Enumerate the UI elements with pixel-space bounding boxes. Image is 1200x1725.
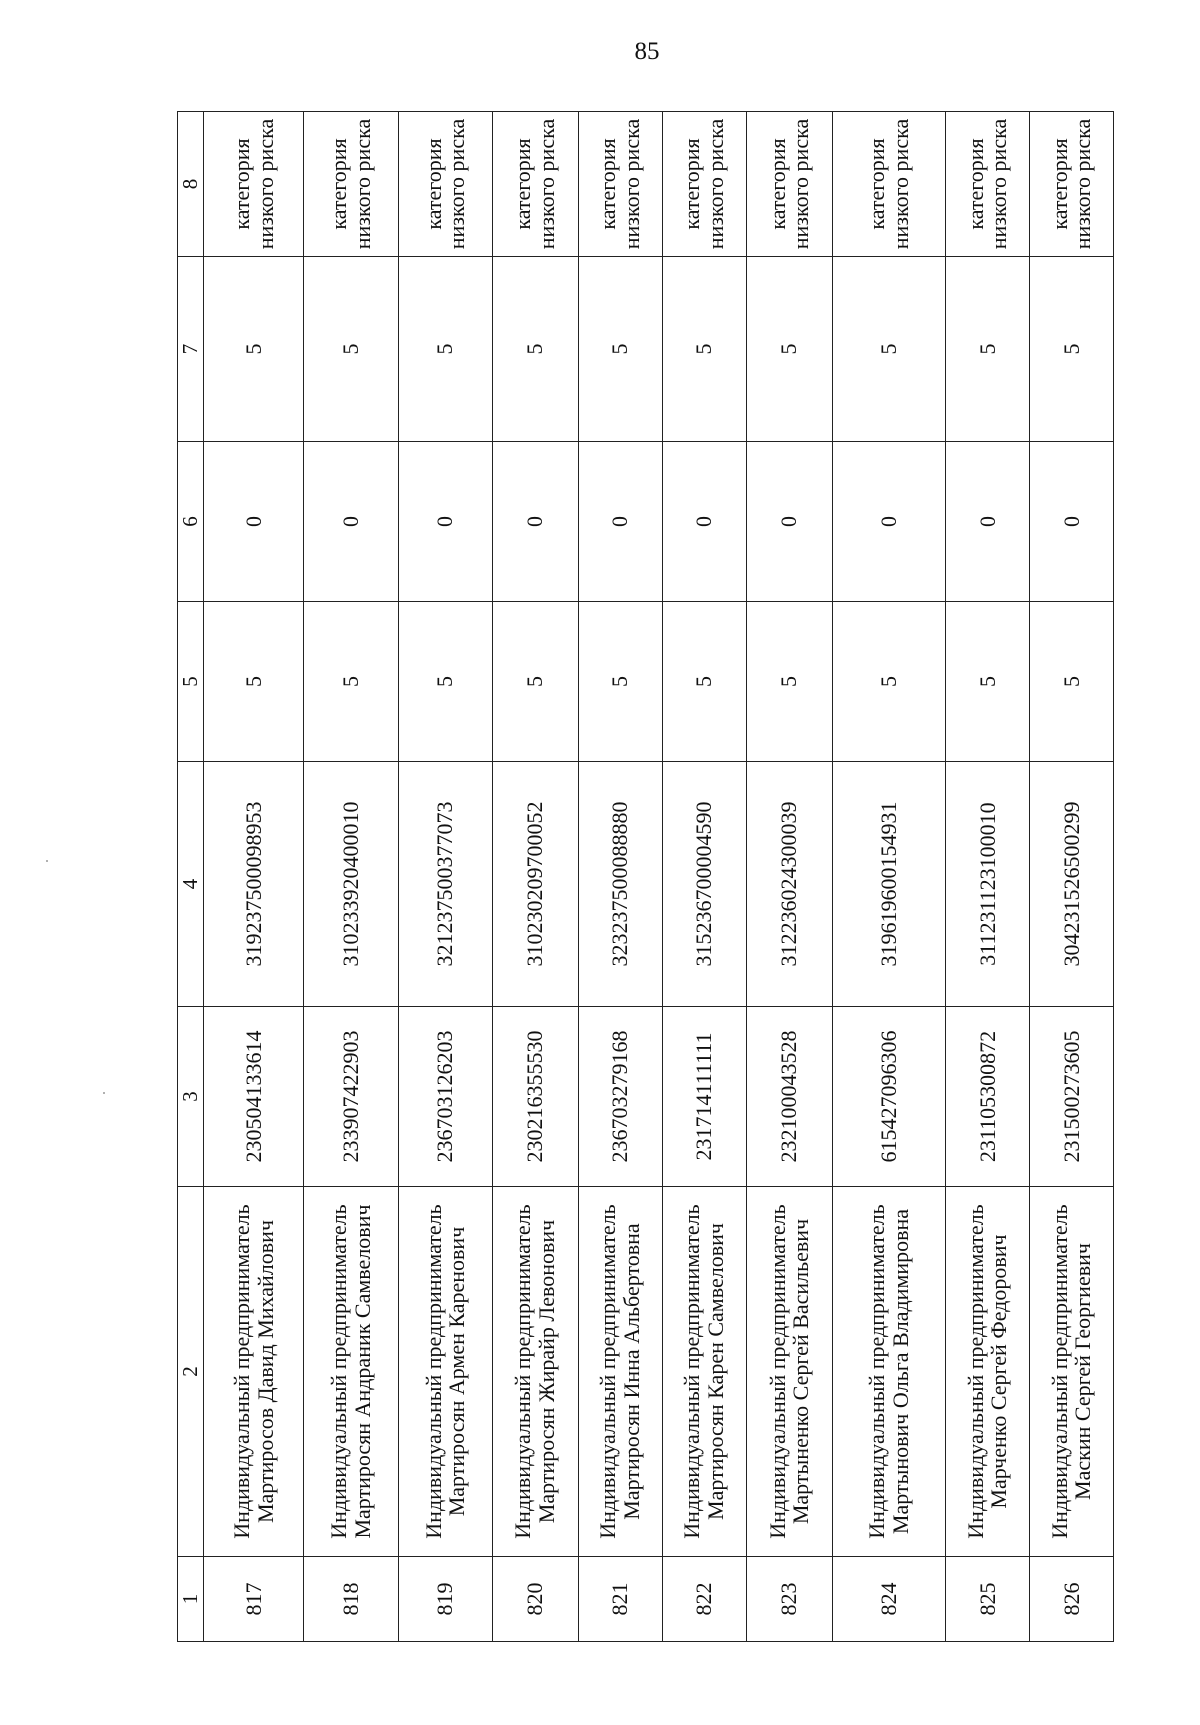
entrepreneur-name-cell: Индивидуальный предприниматель Маскин Сергей Георгиевич: [1029, 1187, 1113, 1557]
col-6-value-cell: 0: [662, 442, 746, 602]
row-number-cell: 817: [204, 1557, 304, 1642]
inn-cell: 231105300872: [945, 1007, 1029, 1187]
table-row: [492, 112, 578, 1642]
table-row: [945, 112, 1029, 1642]
table-row: [204, 112, 304, 1642]
table-row: [662, 112, 746, 1642]
entrepreneur-name-cell: Индивидуальный предприниматель Мартынович Ольга Владимировна: [832, 1187, 945, 1557]
ogrnip-cell: 319237500098953: [204, 762, 304, 1007]
header-cell-8: 8: [178, 112, 204, 257]
col-5-value-cell: 5: [746, 602, 832, 762]
col-7-value-cell: 5: [304, 257, 399, 442]
col-6-value-cell: 0: [398, 442, 492, 602]
ogrnip-cell: 315236700004590: [662, 762, 746, 1007]
header-cell-7: 7: [178, 257, 204, 442]
inn-cell: 231714111111: [662, 1007, 746, 1187]
col-6-value-cell: 0: [746, 442, 832, 602]
header-cell-6: 6: [178, 442, 204, 602]
risk-category-cell: категория низкого риска: [1029, 112, 1113, 257]
header-cell-1: 1: [178, 1557, 204, 1642]
header-cell-3: 3: [178, 1007, 204, 1187]
inn-cell: 230216355530: [492, 1007, 578, 1187]
ogrnip-cell: 319619600154931: [832, 762, 945, 1007]
risk-category-cell: категория низкого риска: [492, 112, 578, 257]
registry-table: [177, 111, 1114, 1642]
risk-category-cell: категория низкого риска: [398, 112, 492, 257]
col-7-value-cell: 5: [945, 257, 1029, 442]
table-body: [204, 112, 1114, 1642]
row-number-cell: 822: [662, 1557, 746, 1642]
col-7-value-cell: 5: [398, 257, 492, 442]
entrepreneur-name-cell: Индивидуальный предприниматель Мартиросян Жирайр Левонович: [492, 1187, 578, 1557]
table-row: [578, 112, 662, 1642]
ogrnip-cell: 323237500088880: [578, 762, 662, 1007]
col-6-value-cell: 0: [832, 442, 945, 602]
ogrnip-cell: 310233920400010: [304, 762, 399, 1007]
entrepreneur-name-cell: Индивидуальный предприниматель Мартиросян Инна Альбертовна: [578, 1187, 662, 1557]
risk-category-cell: категория низкого риска: [832, 112, 945, 257]
col-5-value-cell: 5: [1029, 602, 1113, 762]
header-row: [178, 112, 204, 1642]
inn-cell: 615427096306: [832, 1007, 945, 1187]
col-5-value-cell: 5: [945, 602, 1029, 762]
col-5-value-cell: 5: [204, 602, 304, 762]
table-row: [832, 112, 945, 1642]
entrepreneur-name-cell: Индивидуальный предприниматель Мартиросов Давид Михайлович: [204, 1187, 304, 1557]
row-number-cell: 824: [832, 1557, 945, 1642]
risk-category-cell: категория низкого риска: [945, 112, 1029, 257]
scan-speck: [103, 1092, 105, 1094]
risk-category-cell: категория низкого риска: [746, 112, 832, 257]
col-6-value-cell: 0: [204, 442, 304, 602]
row-number-cell: 825: [945, 1557, 1029, 1642]
col-7-value-cell: 5: [832, 257, 945, 442]
row-number-cell: 820: [492, 1557, 578, 1642]
risk-category-cell: категория низкого риска: [578, 112, 662, 257]
col-5-value-cell: 5: [578, 602, 662, 762]
header-cell-5: 5: [178, 602, 204, 762]
ogrnip-cell: 321237500377073: [398, 762, 492, 1007]
inn-cell: 236703126203: [398, 1007, 492, 1187]
col-5-value-cell: 5: [398, 602, 492, 762]
col-6-value-cell: 0: [578, 442, 662, 602]
col-5-value-cell: 5: [832, 602, 945, 762]
entrepreneur-name-cell: Индивидуальный предприниматель Мартиросян Андраник Самвелович: [304, 1187, 399, 1557]
table-row: [1029, 112, 1113, 1642]
ogrnip-cell: 311231123100010: [945, 762, 1029, 1007]
inn-cell: 236703279168: [578, 1007, 662, 1187]
col-7-value-cell: 5: [492, 257, 578, 442]
inn-cell: 232100043528: [746, 1007, 832, 1187]
header-cell-4: 4: [178, 762, 204, 1007]
row-number-cell: 821: [578, 1557, 662, 1642]
row-number-cell: 826: [1029, 1557, 1113, 1642]
inn-cell: 231500273605: [1029, 1007, 1113, 1187]
inn-cell: 230504133614: [204, 1007, 304, 1187]
col-7-value-cell: 5: [204, 257, 304, 442]
table-row: [398, 112, 492, 1642]
entrepreneur-name-cell: Индивидуальный предприниматель Мартиросян Карен Самвелович: [662, 1187, 746, 1557]
risk-category-cell: категория низкого риска: [304, 112, 399, 257]
header-cell-2: 2: [178, 1187, 204, 1557]
col-7-value-cell: 5: [662, 257, 746, 442]
ogrnip-cell: 304231526500299: [1029, 762, 1113, 1007]
page-number: 85: [634, 38, 660, 65]
entrepreneur-name-cell: Индивидуальный предприниматель Мартиросян Армен Каренович: [398, 1187, 492, 1557]
row-number-cell: 823: [746, 1557, 832, 1642]
col-6-value-cell: 0: [492, 442, 578, 602]
col-6-value-cell: 0: [1029, 442, 1113, 602]
risk-category-cell: категория низкого риска: [662, 112, 746, 257]
row-number-cell: 818: [304, 1557, 399, 1642]
table-row: [746, 112, 832, 1642]
risk-category-cell: категория низкого риска: [204, 112, 304, 257]
inn-cell: 233907422903: [304, 1007, 399, 1187]
entrepreneur-name-cell: Индивидуальный предприниматель Мартыненко Сергей Васильевич: [746, 1187, 832, 1557]
col-5-value-cell: 5: [662, 602, 746, 762]
rotated-table-wrapper: [177, 112, 1114, 1642]
row-number-cell: 819: [398, 1557, 492, 1642]
ogrnip-cell: 310230209700052: [492, 762, 578, 1007]
table-row: [304, 112, 399, 1642]
col-7-value-cell: 5: [1029, 257, 1113, 442]
table-header: [178, 112, 204, 1642]
ogrnip-cell: 312236024300039: [746, 762, 832, 1007]
col-5-value-cell: 5: [492, 602, 578, 762]
col-7-value-cell: 5: [746, 257, 832, 442]
col-7-value-cell: 5: [578, 257, 662, 442]
col-5-value-cell: 5: [304, 602, 399, 762]
entrepreneur-name-cell: Индивидуальный предприниматель Марченко Сергей Федорович: [945, 1187, 1029, 1557]
col-6-value-cell: 0: [304, 442, 399, 602]
scan-speck: [46, 860, 48, 862]
col-6-value-cell: 0: [945, 442, 1029, 602]
